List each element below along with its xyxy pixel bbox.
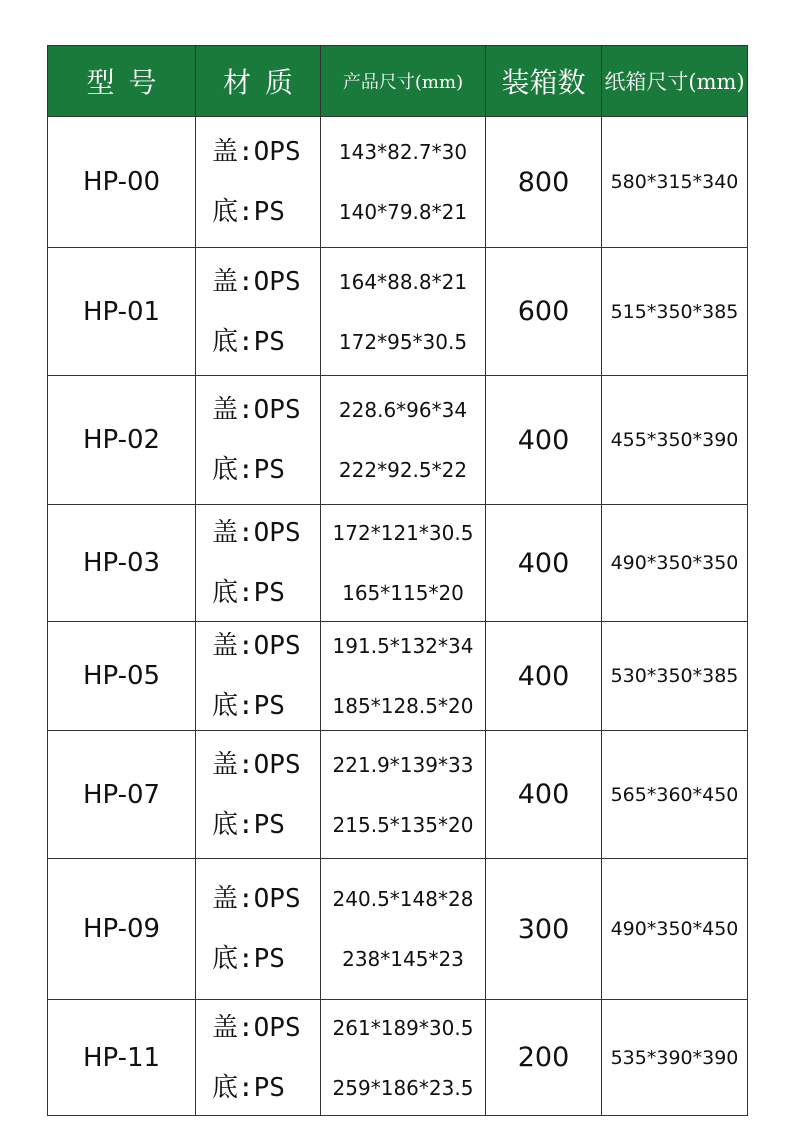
model-cell: HP-03 — [48, 505, 196, 622]
quantity-cell: 400 — [486, 376, 602, 505]
header-model: 型号 — [48, 46, 196, 117]
lid-material-label: 盖:OPS — [212, 137, 301, 167]
base-size: 238*145*23 — [342, 947, 464, 971]
table-body — [48, 117, 748, 1116]
base-material-label: 底:PS — [212, 944, 285, 974]
quantity-cell: 600 — [486, 248, 602, 376]
table-row — [48, 1000, 748, 1116]
quantity-cell: 800 — [486, 117, 602, 248]
product-size-cell — [321, 505, 486, 622]
base-material-label: 底:PS — [212, 197, 285, 227]
product-size-cell — [321, 731, 486, 859]
table-row — [48, 859, 748, 1000]
lid-material-label: 盖:OPS — [212, 749, 301, 780]
product-spec-table — [47, 45, 748, 1116]
lid-size: 164*88.8*21 — [338, 269, 468, 294]
header-carton-size: 纸箱尺寸(mm) — [602, 46, 748, 117]
table-row — [48, 622, 748, 731]
quantity-cell: 400 — [486, 622, 602, 731]
base-material-label: 底:PS — [212, 455, 285, 485]
product-size-cell — [321, 622, 486, 731]
lid-size: 191.5*132*34 — [332, 634, 474, 658]
carton-size-cell: 515*350*385 — [602, 248, 748, 376]
table-row — [48, 117, 748, 248]
product-size-cell — [321, 376, 486, 505]
model-cell: HP-07 — [48, 731, 196, 859]
lid-size: 240.5*148*28 — [332, 887, 474, 911]
model-cell: HP-02 — [48, 376, 196, 505]
lid-size: 143*82.7*30 — [338, 140, 468, 164]
base-material-label: 底:PS — [212, 1072, 285, 1103]
lid-size: 261*189*30.5 — [332, 1015, 474, 1040]
quantity-cell: 400 — [486, 505, 602, 622]
material-cell — [196, 248, 321, 376]
table-row — [48, 376, 748, 505]
header-material: 材质 — [196, 46, 321, 117]
material-cell — [196, 376, 321, 505]
material-cell — [196, 117, 321, 248]
base-material-label: 底:PS — [212, 691, 285, 721]
header-quantity: 装箱数 — [486, 46, 602, 117]
product-size-cell — [321, 117, 486, 248]
base-material-label: 底:PS — [212, 326, 285, 357]
material-cell — [196, 622, 321, 731]
material-cell — [196, 731, 321, 859]
table-row — [48, 505, 748, 622]
lid-material-label: 盖:OPS — [212, 1012, 301, 1043]
lid-material-label: 盖:OPS — [212, 518, 301, 548]
lid-size: 221.9*139*33 — [332, 752, 474, 777]
model-cell: HP-00 — [48, 117, 196, 248]
material-cell — [196, 1000, 321, 1116]
lid-material-label: 盖:OPS — [212, 631, 301, 661]
base-size: 172*95*30.5 — [338, 329, 468, 354]
carton-size-cell: 565*360*450 — [602, 731, 748, 859]
carton-size-cell: 490*350*350 — [602, 505, 748, 622]
table-header — [48, 46, 748, 117]
model-cell: HP-01 — [48, 248, 196, 376]
carton-size-cell: 535*390*390 — [602, 1000, 748, 1116]
base-size: 222*92.5*22 — [338, 458, 468, 482]
lid-size: 172*121*30.5 — [332, 521, 474, 545]
carton-size-cell: 455*350*390 — [602, 376, 748, 505]
base-size: 259*186*23.5 — [332, 1075, 474, 1100]
carton-size-cell: 490*350*450 — [602, 859, 748, 1000]
carton-size-cell: 580*315*340 — [602, 117, 748, 248]
base-material-label: 底:PS — [212, 809, 285, 840]
table-row — [48, 731, 748, 859]
quantity-cell: 300 — [486, 859, 602, 1000]
lid-size: 228.6*96*34 — [338, 398, 468, 422]
model-cell: HP-09 — [48, 859, 196, 1000]
carton-size-cell: 530*350*385 — [602, 622, 748, 731]
base-material-label: 底:PS — [212, 578, 285, 608]
material-cell — [196, 859, 321, 1000]
lid-material-label: 盖:OPS — [212, 266, 301, 297]
lid-material-label: 盖:OPS — [212, 884, 301, 914]
model-cell: HP-11 — [48, 1000, 196, 1116]
quantity-cell: 200 — [486, 1000, 602, 1116]
base-size: 215.5*135*20 — [332, 812, 474, 837]
base-size: 165*115*20 — [342, 581, 464, 605]
product-size-cell — [321, 248, 486, 376]
table-row — [48, 248, 748, 376]
base-size: 185*128.5*20 — [332, 694, 474, 718]
lid-material-label: 盖:OPS — [212, 395, 301, 425]
product-size-cell — [321, 859, 486, 1000]
quantity-cell: 400 — [486, 731, 602, 859]
header-row — [48, 46, 748, 117]
product-size-cell — [321, 1000, 486, 1116]
base-size: 140*79.8*21 — [338, 200, 468, 224]
model-cell: HP-05 — [48, 622, 196, 731]
material-cell — [196, 505, 321, 622]
header-product-size: 产品尺寸(mm) — [321, 46, 486, 117]
